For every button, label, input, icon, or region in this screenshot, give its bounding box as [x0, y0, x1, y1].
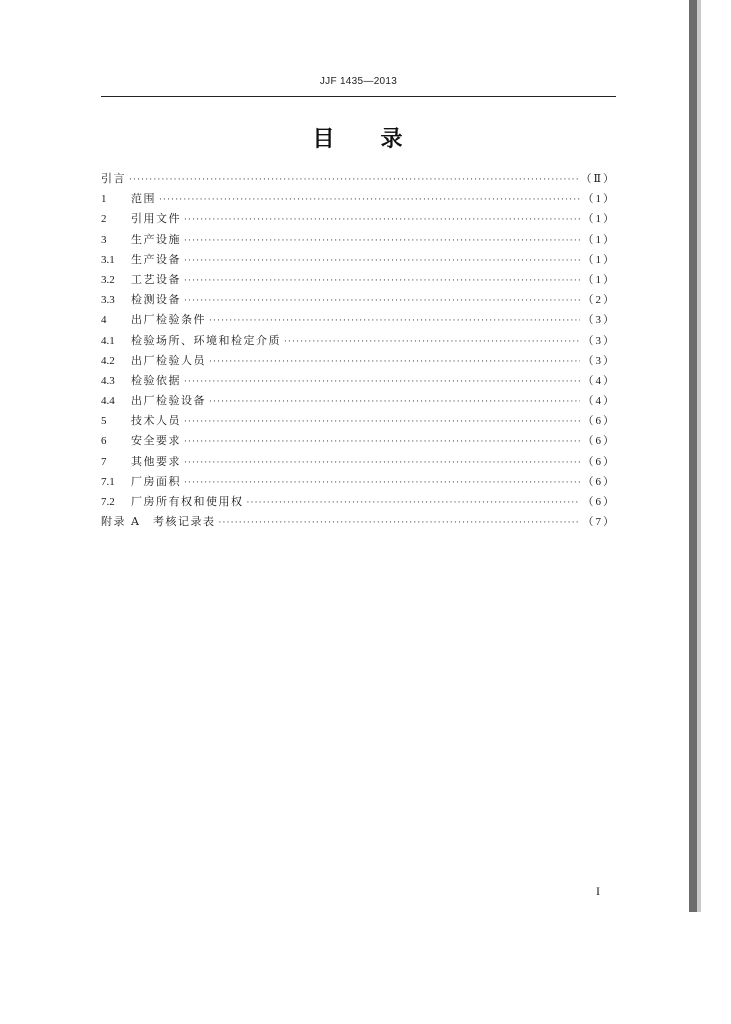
toc-entry-1[interactable] — [101, 190, 616, 210]
toc-entry-page: （4） — [582, 395, 616, 408]
toc-leader-dots — [184, 417, 580, 427]
toc-leader-dots — [184, 215, 580, 225]
toc-entry-7-1[interactable] — [101, 473, 616, 493]
toc-entry-label: 检测设备 — [131, 293, 181, 307]
toc-entry-3-3[interactable] — [101, 291, 616, 311]
toc-entry-appendix-a[interactable] — [101, 513, 616, 533]
toc-entry-page: （1） — [582, 193, 616, 206]
toc-entry-label: 工艺设备 — [131, 272, 181, 286]
toc-entry-3-2[interactable] — [101, 271, 616, 291]
toc-entry-page: （1） — [582, 213, 616, 226]
title-char-left: 目 — [312, 127, 337, 152]
toc-leader-dots — [209, 397, 580, 407]
toc-leader-dots — [184, 296, 580, 306]
toc-entry-label: 生产设备 — [131, 252, 181, 266]
toc-leader-dots — [284, 337, 580, 347]
toc-entry-4-3[interactable] — [101, 372, 616, 392]
toc-leader-dots — [184, 236, 580, 246]
table-of-contents — [101, 170, 616, 533]
toc-entry-4-2[interactable] — [101, 352, 616, 372]
toc-leader-dots — [184, 458, 580, 468]
toc-entry-number: 1 — [101, 193, 107, 206]
toc-entry-page: （3） — [582, 334, 616, 347]
toc-entry-page: （6） — [582, 415, 616, 428]
title-char-right: 录 — [380, 127, 405, 152]
toc-entry-page: （7） — [582, 516, 616, 529]
toc-entry-number: 7.1 — [101, 475, 115, 488]
toc-entry-label: 厂房所有权和使用权 — [131, 495, 244, 508]
toc-entry-label: 出厂检验人员 — [131, 353, 206, 367]
toc-leader-dots — [184, 437, 580, 447]
toc-entry-label: 引言 — [101, 172, 126, 185]
toc-leader-dots — [184, 377, 580, 387]
toc-entry-number: 4.3 — [101, 374, 115, 387]
toc-entry-3-1[interactable] — [101, 251, 616, 271]
toc-entry-number: 5 — [101, 415, 107, 428]
toc-entry-number: 6 — [101, 435, 107, 448]
page-number: I — [596, 884, 600, 898]
toc-entry-label: 生产设施 — [131, 232, 181, 246]
toc-leader-dots — [209, 316, 580, 326]
page-title — [101, 122, 616, 153]
toc-leader-dots — [184, 478, 580, 488]
toc-entry-number: 2 — [101, 213, 107, 226]
toc-entry-number: 3.1 — [101, 253, 115, 266]
toc-entry-label: 技术人员 — [131, 414, 181, 428]
toc-entry-3[interactable] — [101, 231, 616, 251]
standard-code-header: JJF 1435—2013 — [319, 76, 398, 87]
toc-entry-page: （3） — [582, 314, 616, 327]
toc-entry-number: 4 — [101, 314, 107, 327]
toc-entry-number: 4.1 — [101, 334, 115, 347]
toc-leader-dots — [159, 195, 580, 205]
toc-entry-4[interactable] — [101, 311, 616, 331]
toc-entry-7-2[interactable] — [101, 493, 616, 513]
toc-entry-label: 引用文件 — [131, 212, 181, 226]
toc-leader-dots — [209, 357, 580, 367]
toc-entry-number: 3.3 — [101, 294, 115, 307]
toc-entry-label: 检验依据 — [131, 373, 181, 387]
toc-entry-label: 其他要求 — [131, 454, 181, 468]
toc-leader-dots — [218, 518, 579, 528]
toc-entry-label: 附录 A 考核记录表 — [101, 515, 216, 529]
toc-entry-page: （3） — [582, 354, 616, 367]
toc-entry-number: 3 — [101, 233, 107, 246]
toc-entry-label: 范围 — [131, 192, 156, 206]
toc-entry-page: （1） — [582, 233, 616, 246]
toc-entry-number: 7.2 — [101, 496, 115, 508]
toc-entry-5[interactable] — [101, 412, 616, 432]
toc-entry-2[interactable] — [101, 210, 616, 230]
toc-entry-page: （1） — [582, 273, 616, 286]
toc-entry-label: 检验场所、环境和检定介质 — [131, 333, 281, 347]
toc-entry-label: 出厂检验条件 — [131, 313, 206, 327]
toc-entry-page: （Ⅱ） — [580, 173, 616, 185]
toc-entry-number: 3.2 — [101, 273, 115, 286]
toc-leader-dots — [184, 256, 580, 266]
toc-entry-label: 厂房面积 — [131, 474, 181, 488]
toc-entry-label: 出厂检验设备 — [131, 394, 206, 408]
toc-entry-page: （6） — [582, 455, 616, 468]
toc-entry-page: （6） — [582, 475, 616, 488]
toc-entry-number: 4.4 — [101, 395, 115, 408]
header-rule — [101, 96, 616, 97]
toc-entry-4-1[interactable] — [101, 332, 616, 352]
toc-entry-4-4[interactable] — [101, 392, 616, 412]
toc-entry-page: （6） — [582, 496, 616, 508]
toc-entry-page: （6） — [582, 435, 616, 448]
toc-leader-dots — [184, 276, 580, 286]
toc-entry-page: （4） — [582, 374, 616, 387]
toc-entry-page: （2） — [582, 294, 616, 307]
scan-edge-highlight — [697, 0, 701, 912]
toc-leader-dots — [129, 175, 578, 185]
toc-entry-number: 7 — [101, 455, 107, 468]
scan-edge-shadow — [689, 0, 697, 912]
toc-leader-dots — [247, 498, 580, 508]
toc-entry-label: 安全要求 — [131, 434, 181, 448]
toc-entry-number: 4.2 — [101, 354, 115, 367]
toc-entry-6[interactable] — [101, 432, 616, 452]
toc-entry-page: （1） — [582, 253, 616, 266]
toc-entry-7[interactable] — [101, 453, 616, 473]
toc-entry-foreword[interactable] — [101, 170, 616, 190]
